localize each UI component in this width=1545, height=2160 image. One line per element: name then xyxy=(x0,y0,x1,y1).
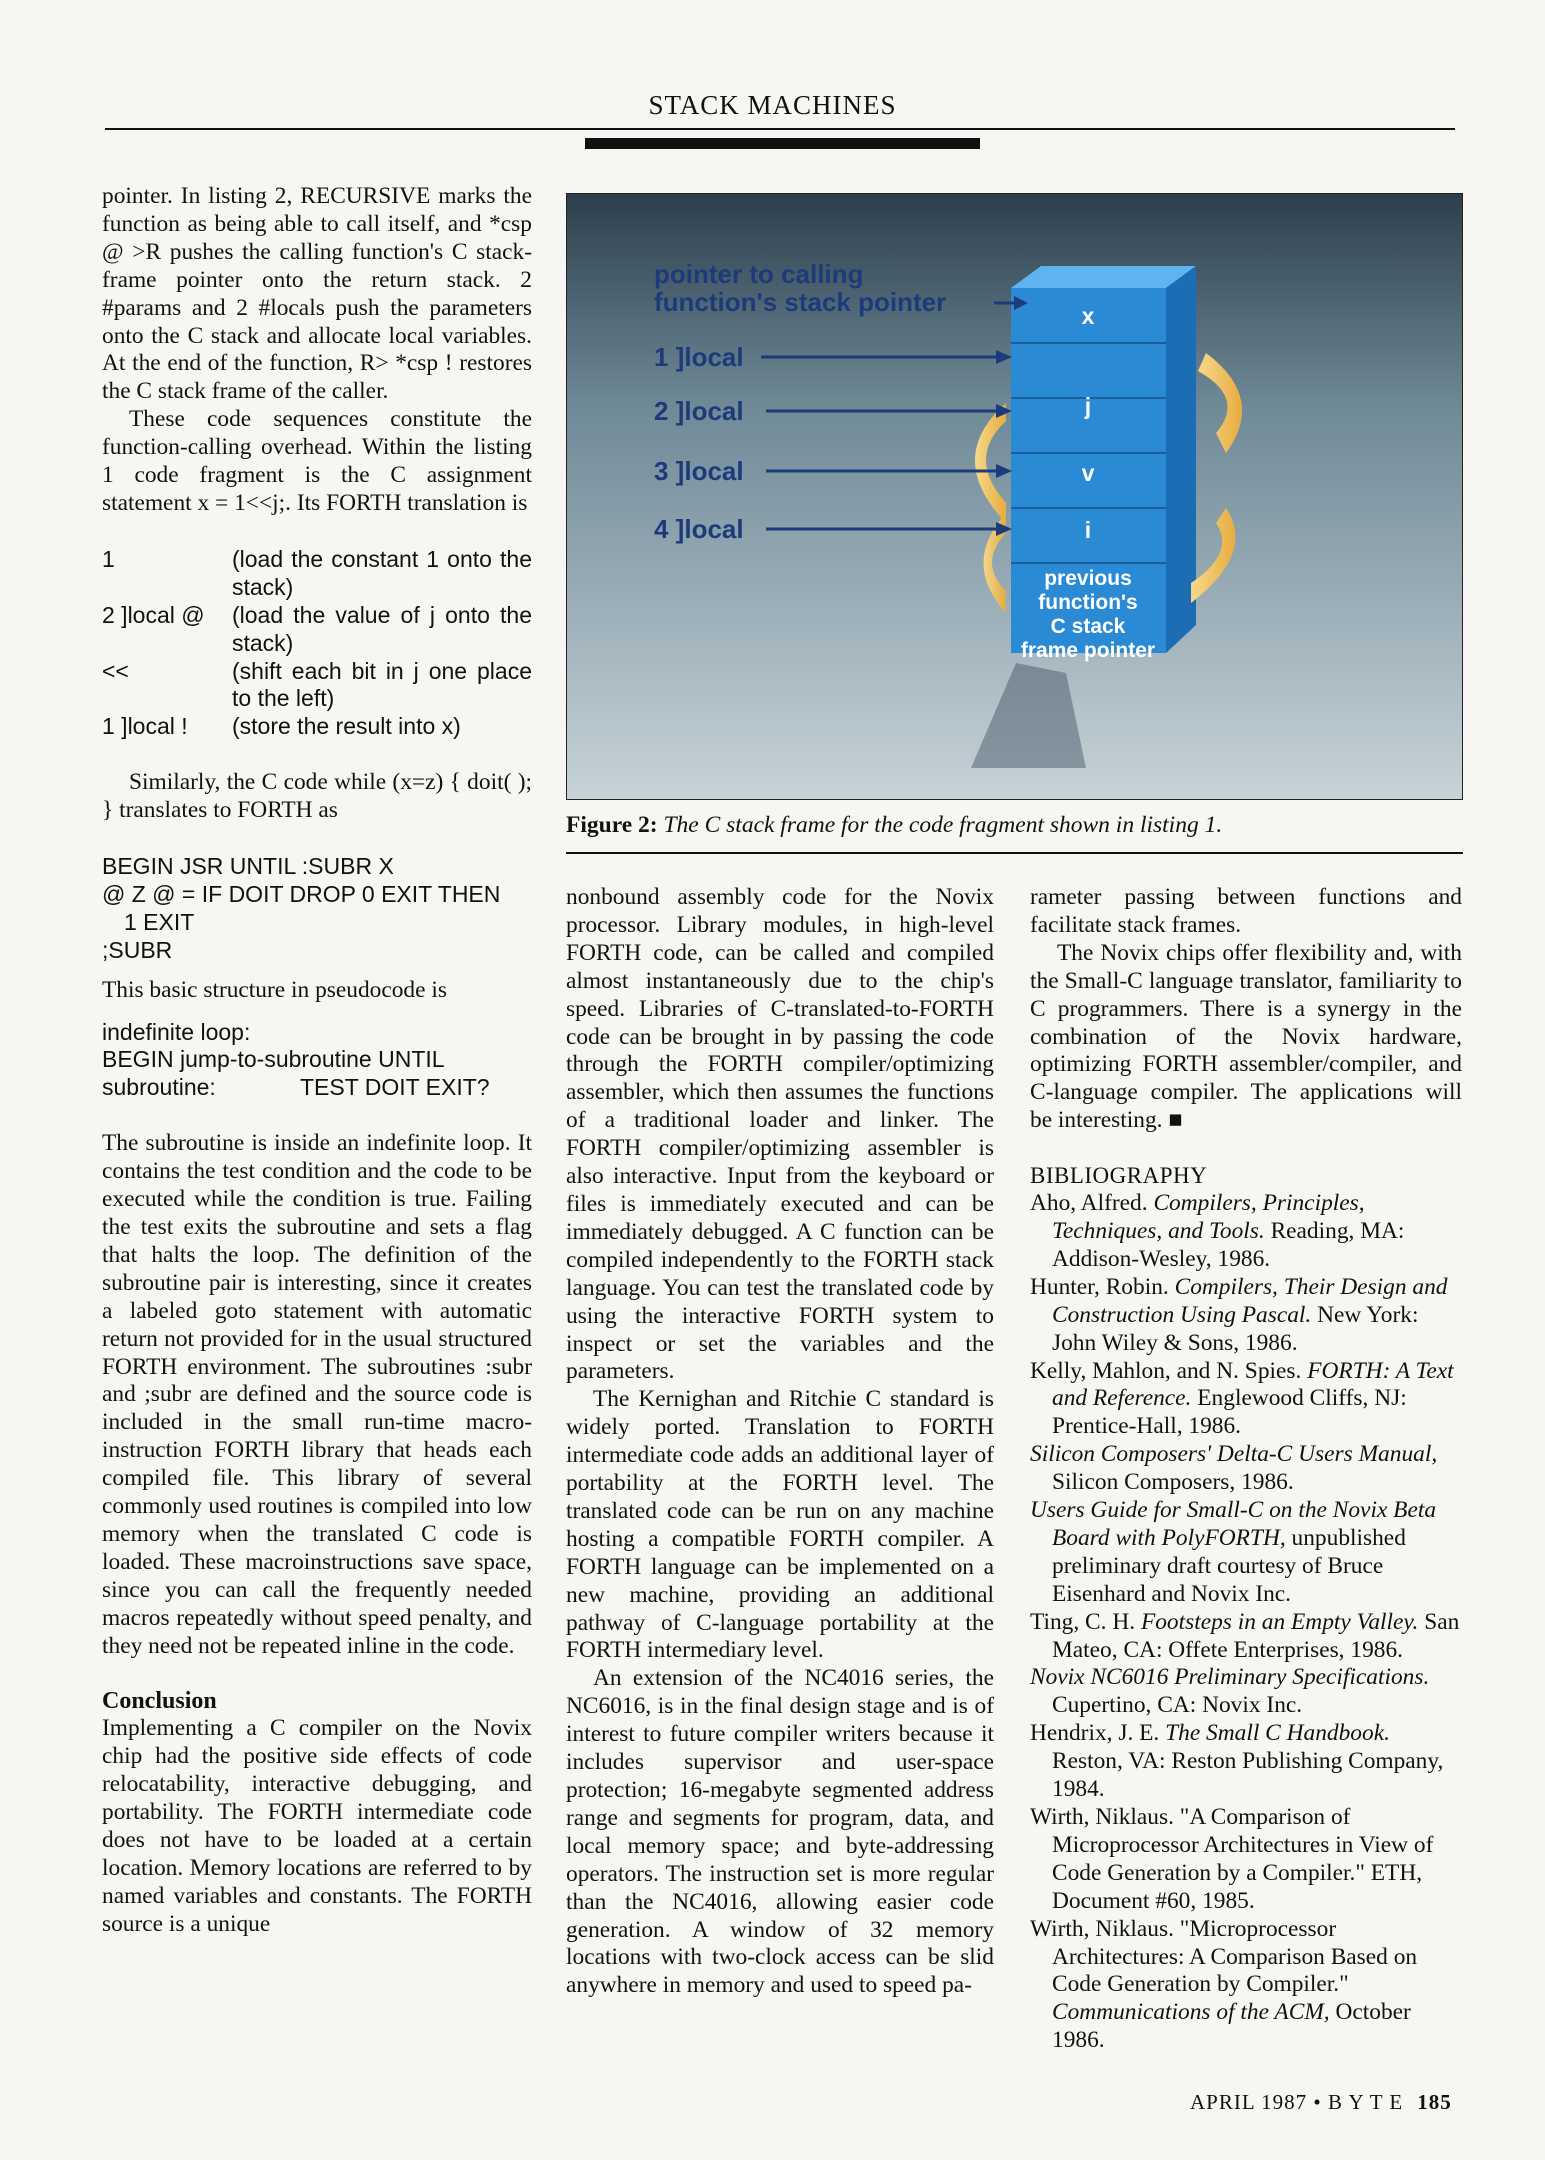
pseudo-line: indefinite loop: xyxy=(102,1018,251,1045)
figure-caption xyxy=(566,812,1463,839)
page-number: 185 xyxy=(1417,2090,1452,2114)
pointer-label-line1: pointer to calling xyxy=(654,259,864,289)
middle-column xyxy=(566,884,994,2000)
cell-label: v xyxy=(1081,460,1095,486)
bibliography-entry: Wirth, Niklaus. "A Comparison of Microprocessor Architectures in View of Code Generation by a Compiler." ETH, Document #60, 1985. xyxy=(1030,1804,1434,1914)
pseudo-sub-label: subroutine: xyxy=(102,1074,216,1101)
pointer-label-line2: function's stack pointer xyxy=(654,287,947,317)
paragraph: The Novix chips offer flexibility and, with the Small-C language translator, familiarity to C programmers. There is a synergy in the combination of the Novix hardware, optimizing FORTH assembler/compiler, and C-language compiler. The applications will be interesting. ■ xyxy=(1030,939,1462,1134)
paragraph: Similarly, the C code while (x=z) { doit( ); } translates to FORTH as xyxy=(102,769,532,824)
page-footer xyxy=(1190,2090,1452,2115)
bottom-cell-line: C stack xyxy=(1050,615,1126,638)
translation-comment: (shift each bit in j one place to the left) xyxy=(232,657,532,712)
bibliography-entry: Hendrix, J. E. The Small C Handbook. Reston, VA: Reston Publishing Company, 1984. xyxy=(1030,1720,1444,1803)
translation-comment: (load the constant 1 onto the stack) xyxy=(232,545,532,600)
translation-code: 2 ]local @ xyxy=(102,601,205,628)
translation-comment: (load the value of j onto the stack) xyxy=(232,601,532,656)
header-bar xyxy=(585,138,980,149)
translation-code: 1 ]local ! xyxy=(102,713,188,740)
paragraph: The Kernighan and Ritchie C standard is widely ported. Translation to FORTH intermediate code adds an additional layer of portability at the FORTH level. The translated code can be run on any machine hosting a compatible FORTH compiler. A FORTH language can be implemented on a new machine, providing an additional pathway of C-language portability at the FORTH intermediary level. xyxy=(566,1386,994,1664)
caption-rule xyxy=(566,852,1463,854)
paragraph: The subroutine is inside an indefinite loop. It contains the test condition and the code to be executed while the condition is true. Failing the test exits the subroutine and sets a flag that halts the loop. The definition of the subroutine pair is interesting, since it creates a labeled goto statement with automatic return not provided for in the usual structured FORTH environment. The subroutines :subr and ;subr are defined and the source code is included in the small run-time macro-instruction FORTH library that heads each compiled file. This library of several commonly used routines is compiled into low memory when the translated C code is loaded. These macroinstructions save space, since you can call the frequently needed macros repeatedly without speed penalty, and they need not be repeated inline in the code. xyxy=(102,1130,532,1659)
translation-table xyxy=(102,546,532,741)
translation-code: 1 xyxy=(102,545,115,572)
bibliography-entry: Users Guide for Small-C on the Novix Beta Board with PolyFORTH, unpublished preliminary draft courtesy of Bruce Eisenhard and Novix Inc. xyxy=(1030,1497,1437,1607)
cell-label: i xyxy=(1084,517,1092,543)
figure-2 xyxy=(566,193,1463,800)
cell-label: j xyxy=(1084,393,1092,419)
pseudo-line: BEGIN jump-to-subroutine UNTIL xyxy=(102,1046,445,1073)
code-line: ;SUBR xyxy=(102,936,173,963)
bibliography-entry: Hunter, Robin. Compilers, Their Design and Construction Using Pascal. New York: John Wiley & Sons, 1986. xyxy=(1030,1273,1448,1356)
local-label: 2 ]local xyxy=(654,396,744,426)
caption-label: Figure 2: xyxy=(566,812,658,838)
header-rule xyxy=(105,128,1455,130)
bibliography-entry: Aho, Alfred. Compilers, Principles, Techniques, and Tools. Reading, MA: Addison-Wesley, 1986. xyxy=(1030,1190,1405,1272)
paragraph: An extension of the NC4016 series, the NC6016, is in the final design stage and is of interest to future compiler writers because it includes supervisor and user-space protection; 16-megabyte segmented address range and segments for program, data, and local memory space; and byte-addressing operators. The instruction set is more regular than the NC4016, allowing easier code generation. A window of 32 memory locations with two-clock access can be slid anywhere in memory and used to speed pa- xyxy=(566,1665,994,1999)
bibliography-entry: Ting, C. H. Footsteps in an Empty Valley. San Mateo, CA: Offete Enterprises, 1986. xyxy=(1030,1608,1460,1663)
bibliography-heading: BIBLIOGRAPHY xyxy=(1030,1163,1208,1189)
block-top xyxy=(1011,266,1196,288)
cell-label: x xyxy=(1081,303,1095,329)
bibliography-list xyxy=(1030,1190,1462,2055)
bottom-cell-line: previous xyxy=(1044,567,1132,590)
translation-code: << xyxy=(102,657,129,684)
paragraph: nonbound assembly code for the Novix processor. Library modules, in high-level FORTH code, can be called and compiled almost instantaneously due to the chip's speed. Libraries of C-translated-to-FORTH code can be brought in by passing the code through the FORTH compiler/optimizing assembler, which then assumes the functions of a traditional loader and linker. The FORTH compiler/optimizing assembler is also interactive. Input from the keyboard or files is immediately executed and can be immediately debugged. A C function can be compiled independently to the FORTH stack language. You can test the translated code by using the interactive FORTH system to inspect or set the variables and the parameters. xyxy=(566,884,994,1385)
code-line: @ Z @ = IF DOIT DROP 0 EXIT THEN xyxy=(102,880,501,907)
bibliography-entry: Silicon Composers' Delta-C Users Manual, Silicon Composers, 1986. xyxy=(1030,1441,1438,1496)
code-line: BEGIN JSR UNTIL :SUBR X xyxy=(102,853,394,880)
bibliography-entry: Wirth, Niklaus. "Microprocessor Architectures: A Comparison Based on Code Generation by Compiler." Communications of the ACM, October 1986. xyxy=(1030,1915,1418,2054)
pseudocode-block xyxy=(102,1019,532,1103)
local-label: 4 ]local xyxy=(654,514,744,544)
section-heading: Conclusion xyxy=(102,1687,217,1714)
paragraph: This basic structure in pseudocode is xyxy=(102,976,447,1003)
bottom-cell-line: function's xyxy=(1038,591,1138,614)
code-line: 1 EXIT xyxy=(124,908,195,935)
running-header: STACK MACHINES xyxy=(648,90,897,120)
paragraph: Implementing a C compiler on the Novix chip had the positive side effects of code relocatability, interactive debugging, and portability. The FORTH intermediate code does not have to be loaded at a certain location. Memory locations are referred to by named variables and constants. The FORTH source is a unique xyxy=(102,1715,532,1937)
paragraph: rameter passing between functions and facilitate stack frames. xyxy=(1030,884,1462,938)
local-label: 3 ]local xyxy=(654,456,744,486)
left-column xyxy=(102,183,532,1939)
paragraph: pointer. In listing 2, RECURSIVE marks the function as being able to call itself, and *csp @ >R pushes the calling function's C stack-frame pointer onto the return stack. 2 #params and 2 #locals push the parameters onto the C stack and allocate local variables. At the end of the function, R> *csp ! restores the C stack frame of the caller. xyxy=(102,183,532,405)
caption-text: The C stack frame for the code fragment shown in listing 1. xyxy=(663,812,1223,838)
right-column xyxy=(1030,884,1462,2055)
local-label: 1 ]local xyxy=(654,342,744,372)
pseudo-line xyxy=(102,1074,532,1102)
pseudo-sub-value: TEST DOIT EXIT? xyxy=(300,1074,490,1101)
paragraph: These code sequences constitute the function-calling overhead. Within the listing 1 code fragment is the C assignment statement x = 1<<j;. Its FORTH translation is xyxy=(102,406,532,516)
translation-comment: (store the result into x) xyxy=(232,713,461,740)
bottom-cell-line: frame pointer xyxy=(1020,639,1156,662)
code-block xyxy=(102,853,532,965)
bibliography-entry: Kelly, Mahlon, and N. Spies. FORTH: A Text and Reference. Englewood Cliffs, NJ: Prentice-Hall, 1986. xyxy=(1030,1357,1454,1440)
bibliography-entry: Novix NC6016 Preliminary Specifications. Cupertino, CA: Novix Inc. xyxy=(1030,1664,1430,1719)
issue-label: APRIL 1987 • B Y T E xyxy=(1190,2090,1404,2114)
